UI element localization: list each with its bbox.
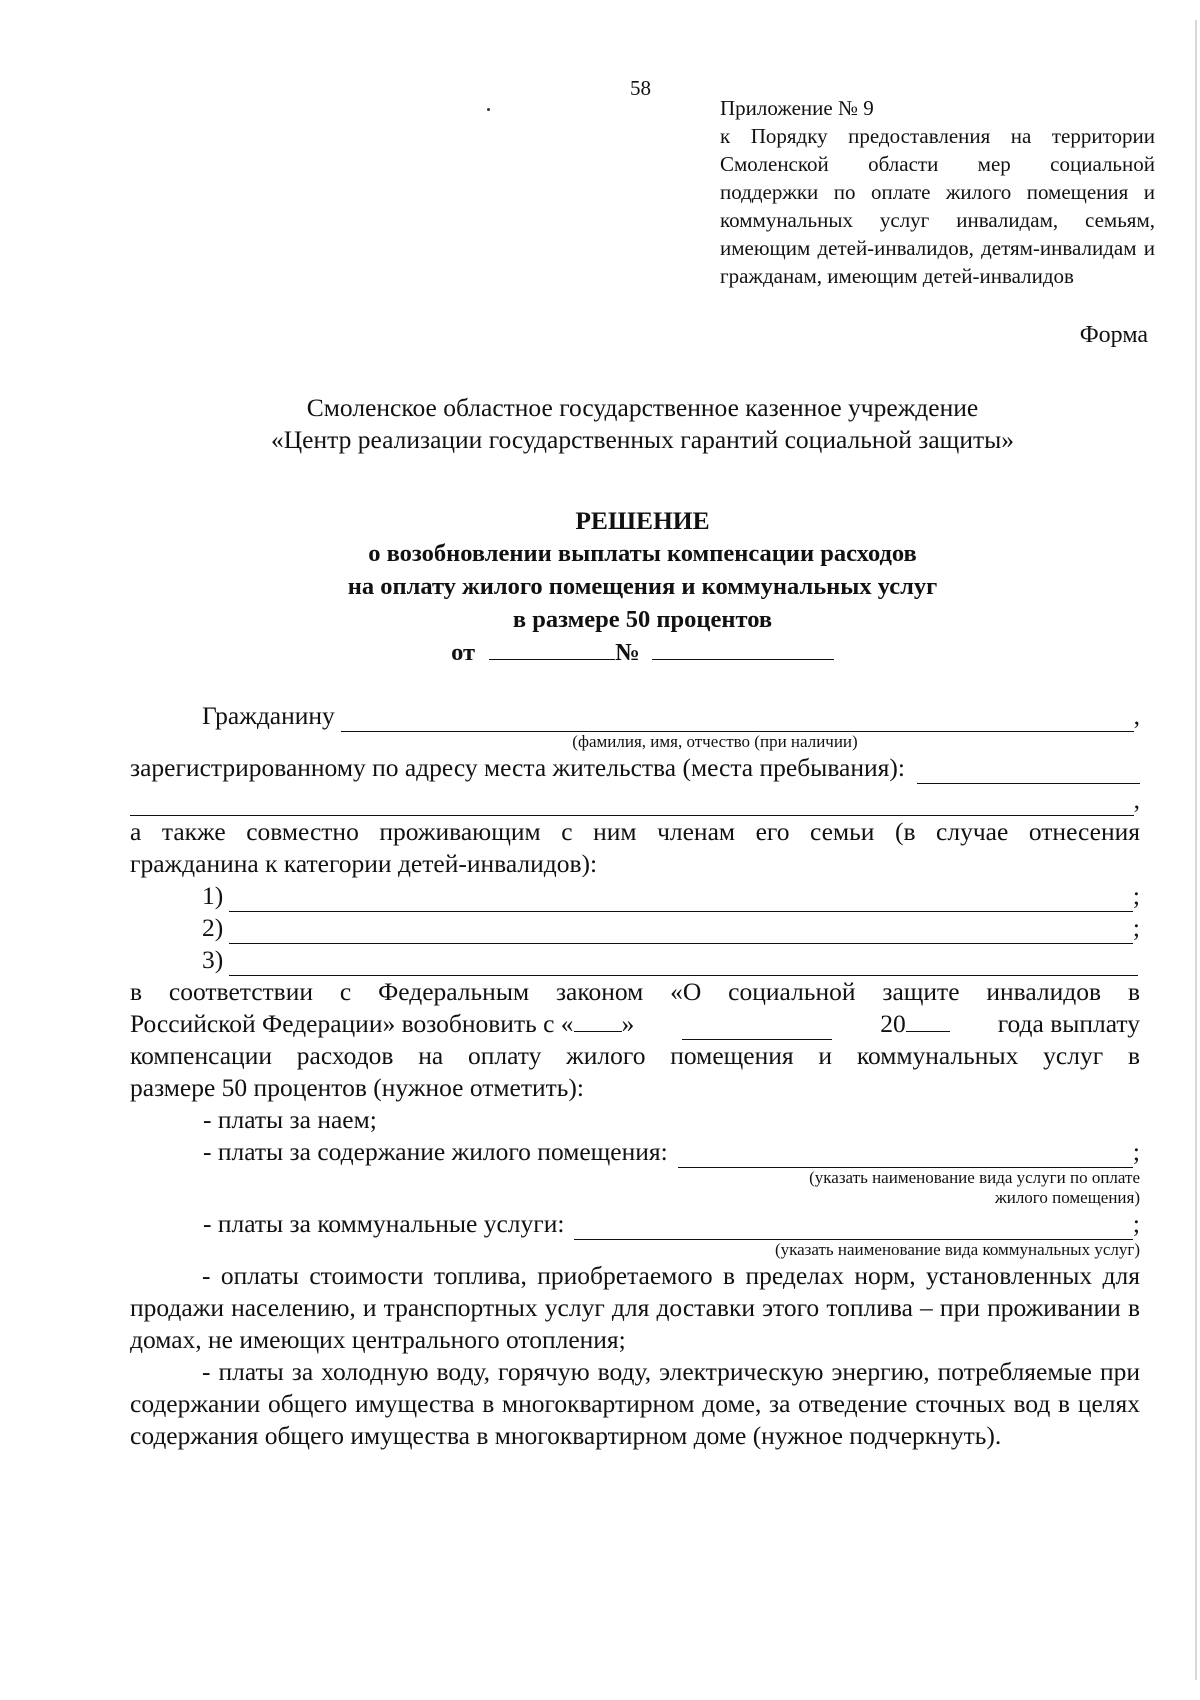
citizen-comma: ,	[1133, 701, 1140, 730]
decision-title: РЕШЕНИЕ	[575, 506, 710, 535]
item-utilities-label: - платы за коммунальные услуги:	[203, 1209, 565, 1238]
maintenance-field[interactable]	[678, 1143, 1133, 1168]
law-line-4: размере 50 процентов (нужное отметить):	[130, 1073, 585, 1102]
member-number: 3)	[202, 945, 224, 974]
member-number: 2)	[202, 913, 224, 942]
member-number: 1)	[202, 881, 224, 910]
appendix-block	[720, 94, 1155, 290]
member-field-2[interactable]	[229, 919, 1133, 944]
member-end: ;	[1132, 881, 1140, 910]
year-group	[880, 1008, 950, 1040]
decision-date-number-row	[130, 636, 1155, 669]
law-line-2	[130, 1008, 1140, 1040]
item-maintenance-row	[130, 1136, 1140, 1168]
member-field-1[interactable]	[229, 887, 1133, 912]
number-field[interactable]	[652, 637, 834, 660]
quote-close: »	[621, 1009, 635, 1038]
decision-subtitle-1: о возобновлении выплаты компенсации расходов	[368, 540, 917, 567]
maintenance-caption-line-1: (указать наименование вида услуги по оплате	[809, 1168, 1140, 1187]
address-comma: ,	[1133, 785, 1140, 814]
fio-caption: (фамилия, имя, отчество (при наличии)	[572, 732, 858, 751]
organization-line-2: «Центр реализации государственных гарантий социальной защиты»	[271, 425, 1014, 454]
law-line-3: компенсации расходов на оплату жилого помещения и коммунальных услуг в	[130, 1041, 1140, 1070]
law-line-2-a	[130, 1008, 634, 1040]
registered-row	[130, 752, 1140, 784]
member-end: ;	[1132, 913, 1140, 942]
appendix-description: к Порядку предоставления на территории Смоленской области мер социальной поддержки по оплате жилого помещения и коммунальных услуг инвалидам, семьям, имеющим детей-инвалидов, детям-инвалидам и гражданам, имеющим детей-инвалидов	[720, 124, 1155, 288]
resume-from-label: Российской Федерации» возобновить с «	[130, 1009, 574, 1038]
family-text-line-1: а также совместно проживающим с ним членам его семьи (в случае отнесения	[130, 817, 1140, 846]
decision-subtitle-2: на оплату жилого помещения и коммунальных услуг	[347, 573, 938, 600]
utilities-field[interactable]	[574, 1215, 1132, 1240]
utilities-caption: (указать наименование вида коммунальных услуг)	[774, 1240, 1140, 1259]
member-row-3	[130, 944, 1140, 976]
form-label: Форма	[1079, 322, 1148, 348]
item-maintenance-label: - платы за содержание жилого помещения:	[203, 1137, 668, 1166]
maintenance-caption	[130, 1168, 1140, 1208]
item-rent: - платы за наем;	[203, 1105, 377, 1134]
organization-line-1: Смоленское областное государственное казенное учреждение	[306, 393, 979, 422]
address-field-2[interactable]	[130, 791, 1134, 816]
member-row-1	[130, 880, 1140, 912]
number-label: №	[615, 639, 640, 666]
citizen-label: Гражданину	[202, 701, 335, 730]
utilities-semicolon: ;	[1132, 1209, 1140, 1238]
family-text-line-2: гражданина к категории детей-инвалидов):	[130, 849, 598, 878]
month-field[interactable]	[682, 1017, 832, 1040]
member-row-2	[130, 912, 1140, 944]
decision-heading	[130, 504, 1155, 669]
organization-name	[130, 392, 1155, 456]
maintenance-semicolon: ;	[1132, 1137, 1140, 1166]
item-utilities-row	[130, 1208, 1140, 1240]
registered-label: зарегистрированному по адресу места жительства (места пребывания):	[130, 753, 905, 782]
day-field[interactable]	[574, 1009, 622, 1032]
citizen-row	[130, 700, 1140, 732]
law-line-2-d: года выплату	[997, 1009, 1140, 1038]
year-field[interactable]	[906, 1009, 950, 1032]
scan-edge-line	[1195, 20, 1197, 1680]
scan-dot	[487, 108, 490, 111]
decision-subtitle-3: в размере 50 процентов	[512, 606, 773, 633]
page-number: 58	[630, 76, 651, 100]
item-fuel: - оплаты стоимости топлива, приобретаемого в пределах норм, установленных для продажи населению, и транспортных услуг для доставки этого топлива – при проживании в домах, не имеющих центрального отопления;	[130, 1261, 1140, 1354]
maintenance-caption-line-2: жилого помещения)	[994, 1188, 1140, 1207]
citizen-name-field[interactable]	[341, 707, 1134, 732]
address-row-2	[130, 784, 1140, 816]
date-from-label: от	[451, 639, 476, 666]
date-field[interactable]	[489, 637, 615, 660]
item-common-property: - платы за холодную воду, горячую воду, электрическую энергию, потребляемые при содержании общего имущества в многоквартирном доме, за отведение сточных вод в целях содержания общего имущества в многоквартирном доме (нужное подчеркнуть).	[130, 1357, 1140, 1450]
appendix-title: Приложение № 9	[720, 96, 874, 120]
year-prefix: 20	[880, 1009, 906, 1038]
address-field-1[interactable]	[917, 759, 1140, 784]
member-field-3[interactable]	[229, 951, 1138, 976]
form-body	[130, 700, 1140, 1452]
law-line-1: в соответствии с Федеральным законом «О социальной защите инвалидов в	[130, 977, 1140, 1006]
